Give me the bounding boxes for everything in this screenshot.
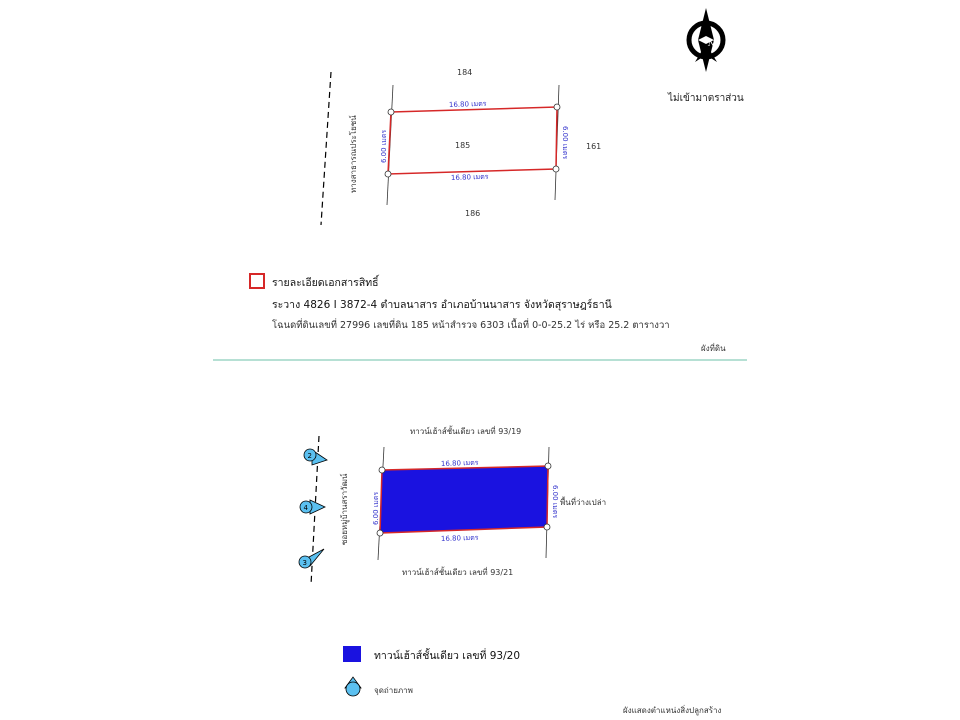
bottom-dim-right: 6.00 เมตร [551,485,559,519]
photo-point-2 [304,449,327,465]
photo-point-label: 4 [303,504,308,512]
photo-legend-label: จุดถ่ายภาพ [374,686,413,695]
top-dim-top: 16.80 เมตร [448,99,487,109]
north-letter: N [708,39,715,48]
north-neighbor-label: ทาวน์เฮ้าส์ชั้นเดียว เลขที่ 93/19 [410,427,522,436]
bottom-dim-left: 6.00 เมตร [372,491,380,525]
parcel-legend-swatch [249,273,265,289]
building-footprint [380,466,548,533]
photo-point-4 [300,500,325,514]
top-parcel-boundary [388,107,557,174]
building-plan-caption: ผังแสดงตำแหน่งสิ่งปลูกสร้าง [623,706,722,715]
parcel-north-label: 184 [457,68,473,77]
photo-point-label: 3 [302,559,307,567]
parcel-south-label: 186 [465,209,481,218]
top-road-line [321,72,331,225]
bottom-road-label: ซอยหมู่บ้านสราวัฒน์ [340,473,349,545]
top-road-label: ทางสาธารณประโยชน์ [349,115,358,193]
south-neighbor-label: ทาวน์เฮ้าส์ชั้นเดียว เลขที่ 93/21 [402,568,514,577]
document-heading: รายละเอียดเอกสารสิทธิ์ [272,277,379,289]
bottom-dim-bottom: 16.80 เมตร [440,533,479,543]
top-dim-left: 6.00 เมตร [380,129,388,163]
building-legend-swatch [343,646,361,662]
top-dim-bottom: 16.80 เมตร [450,172,489,182]
document-location: ระวาง 4826 I 3872-4 ตำบลนาสาร อำเภอบ้านนาสาร จังหวัดสุราษฎร์ธานี [272,299,612,311]
photo-point-3 [299,549,324,568]
bottom-dim-top: 16.80 เมตร [440,458,479,468]
north-arrow-icon [689,8,723,72]
land-plan-caption: ผังที่ดิน [701,344,726,353]
document-deed: โฉนดที่ดินเลขที่ 27996 เลขที่ดิน 185 หน้าสำรวจ 6303 เนื้อที่ 0-0-25.2 ไร่ หรือ 25.2 ตารางวา [272,320,670,331]
parcel-center-label: 185 [455,141,471,150]
not-to-scale-label: ไม่เข้ามาตราส่วน [668,93,744,104]
top-dim-right: 6.00 เมตร [561,126,569,160]
top-parcel-corners [385,104,560,177]
parcel-east-label: 161 [586,142,602,151]
building-legend-label: ทาวน์เฮ้าส์ชั้นเดียว เลขที่ 93/20 [374,650,521,662]
legend-photo-icon [345,677,361,696]
photo-point-label: 2 [307,452,312,460]
east-neighbor-label: พื้นที่ว่างเปล่า [560,498,607,507]
